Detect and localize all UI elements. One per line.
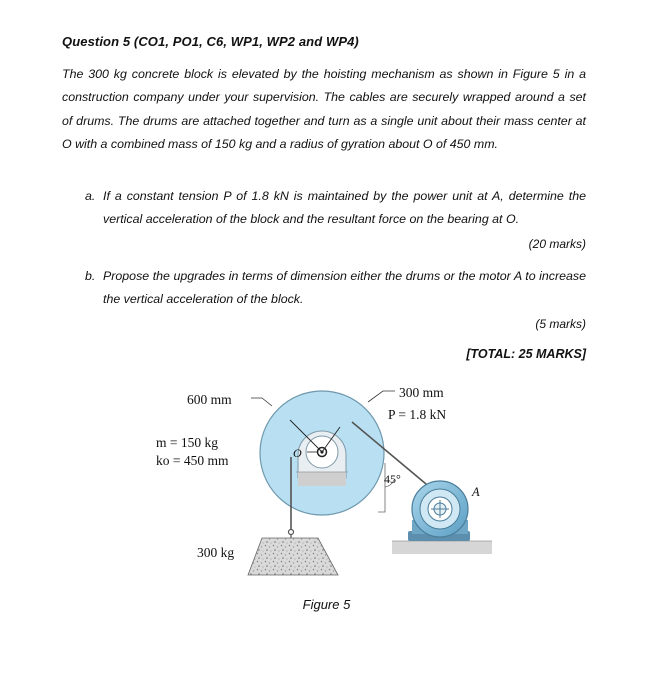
label-600mm: 600 mm xyxy=(187,392,232,407)
question-title: Question 5 (CO1, PO1, C6, WP1, WP2 and WP4) xyxy=(62,34,359,49)
total-marks: [TOTAL: 25 MARKS] xyxy=(466,347,586,361)
part-b-marks: (5 marks) xyxy=(535,317,586,331)
label-mass: m = 150 kg xyxy=(156,435,218,450)
label-o: O xyxy=(293,446,302,460)
figure-caption: Figure 5 xyxy=(302,597,351,612)
label-300mm: 300 mm xyxy=(399,385,444,400)
drum-support xyxy=(298,472,346,486)
motor-ground xyxy=(392,541,492,554)
label-motor-a: A xyxy=(472,485,480,499)
label-block-mass: 300 kg xyxy=(197,545,235,560)
part-b-text: Propose the upgrades in terms of dimension either the drums or the motor A to increase the vertical acceleration of the block. xyxy=(103,269,586,307)
label-gyration: ko = 450 mm xyxy=(156,453,229,468)
label-tension: P = 1.8 kN xyxy=(388,407,447,422)
part-b-label: b. xyxy=(85,269,96,283)
part-a-marks: (20 marks) xyxy=(528,237,586,251)
part-a-label: a. xyxy=(85,189,96,203)
question-body: The 300 kg concrete block is elevated by the hoisting mechanism as shown in Figure 5 in a construction company under your supervision. The cables are securely wrapped around a set of drums. The drums are attached together and turn as a single unit about their mass center at O with a combined mass of 150 kg and a radius of gyration about O of 450 mm. xyxy=(62,67,586,152)
concrete-block xyxy=(248,538,338,575)
part-a-text: If a constant tension P of 1.8 kN is maintained by the power unit at A, determine the vertical acceleration of the block and the resultant force on the bearing at O. xyxy=(103,189,586,227)
label-angle: 45° xyxy=(384,472,401,486)
